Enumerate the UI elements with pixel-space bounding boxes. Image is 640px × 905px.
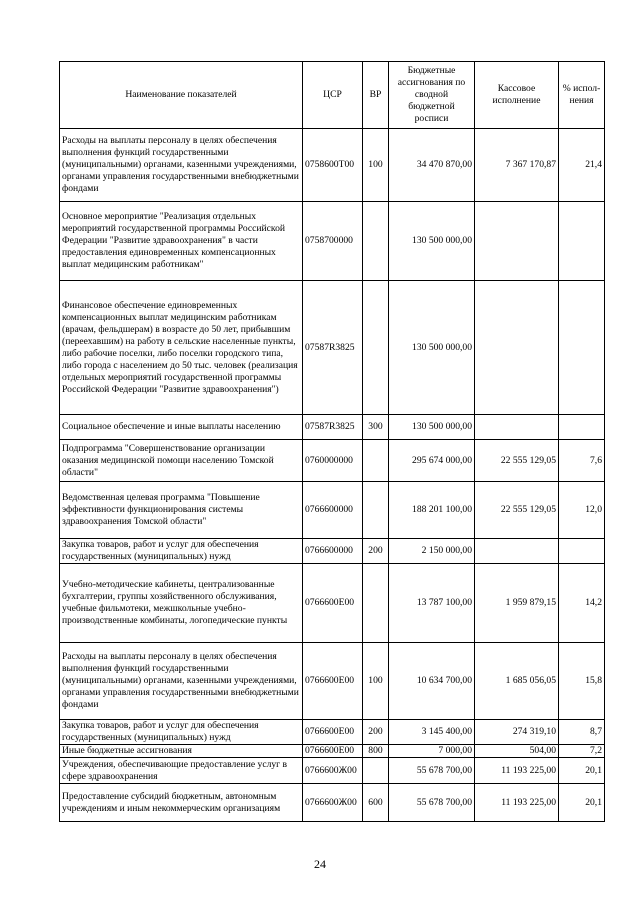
cell-csr: 0766600000 — [303, 482, 363, 539]
header-name: Наименование показателей — [60, 62, 303, 129]
cell-vr — [363, 281, 389, 415]
cell-csr: 0766600Е00 — [303, 564, 363, 643]
table-row — [60, 564, 605, 643]
header-vr: ВР — [363, 62, 389, 129]
cell-csr: 0766600000 — [303, 539, 363, 564]
cell-percent: 21,4 — [559, 129, 605, 202]
cell-cash: 22 555 129,05 — [475, 482, 559, 539]
cell-cash: 11 193 225,00 — [475, 758, 559, 784]
cell-csr: 0758600Т00 — [303, 129, 363, 202]
cell-name: Социальное обеспечение и иные выплаты населению — [60, 415, 303, 440]
cell-vr: 200 — [363, 539, 389, 564]
cell-percent: 20,1 — [559, 784, 605, 822]
cell-name: Предоставление субсидий бюджетным, автономным учреждениям и иным некоммерческим организациям — [60, 784, 303, 822]
table-row — [60, 745, 605, 758]
cell-budget: 3 145 400,00 — [389, 720, 475, 745]
cell-name: Закупка товаров, работ и услуг для обеспечения государственных (муниципальных) нужд — [60, 720, 303, 745]
cell-budget: 55 678 700,00 — [389, 758, 475, 784]
cell-vr — [363, 440, 389, 482]
cell-budget: 34 470 870,00 — [389, 129, 475, 202]
cell-cash: 274 319,10 — [475, 720, 559, 745]
table-row — [60, 758, 605, 784]
cell-name: Закупка товаров, работ и услуг для обеспечения государственных (муниципальных) нужд — [60, 539, 303, 564]
cell-vr — [363, 202, 389, 281]
cell-vr: 200 — [363, 720, 389, 745]
table-row — [60, 784, 605, 822]
cell-vr: 600 — [363, 784, 389, 822]
cell-budget: 295 674 000,00 — [389, 440, 475, 482]
cell-name: Учреждения, обеспечивающие предоставление услуг в сфере здравоохранения — [60, 758, 303, 784]
table-row — [60, 415, 605, 440]
cell-percent: 20,1 — [559, 758, 605, 784]
cell-name: Расходы на выплаты персоналу в целях обеспечения выполнения функций государственными (муниципальными) органами, казенными учреждениями, органами управления государственными внебюджетными фондами — [60, 643, 303, 720]
cell-percent: 8,7 — [559, 720, 605, 745]
cell-budget: 10 634 700,00 — [389, 643, 475, 720]
cell-budget: 55 678 700,00 — [389, 784, 475, 822]
cell-cash — [475, 539, 559, 564]
cell-name: Иные бюджетные ассигнования — [60, 745, 303, 758]
cell-cash: 11 193 225,00 — [475, 784, 559, 822]
cell-csr: 0766600Е00 — [303, 643, 363, 720]
cell-percent: 7,6 — [559, 440, 605, 482]
cell-percent: 12,0 — [559, 482, 605, 539]
cell-budget: 7 000,00 — [389, 745, 475, 758]
cell-budget: 13 787 100,00 — [389, 564, 475, 643]
cell-name: Финансовое обеспечение единовременных компенсационных выплат медицинским работникам (врачам, фельдшерам) в возрасте до 50 лет, прибывшим (переехавшим) на работу в сельские населенные пункты, либо рабочие поселки, либо поселки городского типа, либо города с населением до 50 тыс. человек (реализация отдельных мероприятий государственной программы Российской Федерации "Развитие здравоохранения") — [60, 281, 303, 415]
cell-name: Основное мероприятие "Реализация отдельных мероприятий государственной программы Российской Федерации "Развитие здравоохранения" в части предоставления единовременных компенсационных выплат медицинским работникам" — [60, 202, 303, 281]
cell-cash — [475, 202, 559, 281]
cell-cash — [475, 281, 559, 415]
cell-percent — [559, 281, 605, 415]
cell-name: Расходы на выплаты персоналу в целях обеспечения выполнения функций государственными (муниципальными) органами, казенными учреждениями, органами управления государственными внебюджетными фондами — [60, 129, 303, 202]
header-budget: Бюджетные ассигнования по сводной бюджетной росписи — [389, 62, 475, 129]
cell-vr: 800 — [363, 745, 389, 758]
cell-name: Ведомственная целевая программа "Повышение эффективности функционирования системы здравоохранения Томской области" — [60, 482, 303, 539]
cell-vr — [363, 482, 389, 539]
cell-percent: 14,2 — [559, 564, 605, 643]
cell-vr — [363, 758, 389, 784]
table-row — [60, 129, 605, 202]
cell-cash: 504,00 — [475, 745, 559, 758]
table-row — [60, 643, 605, 720]
cell-percent: 7,2 — [559, 745, 605, 758]
cell-vr — [363, 564, 389, 643]
cell-budget: 188 201 100,00 — [389, 482, 475, 539]
header-percent: % испол-нения — [559, 62, 605, 129]
cell-vr: 100 — [363, 643, 389, 720]
cell-vr: 100 — [363, 129, 389, 202]
cell-csr: 0758700000 — [303, 202, 363, 281]
table-row — [60, 440, 605, 482]
header-cash: Кассовое исполнение — [475, 62, 559, 129]
cell-cash: 1 685 056,05 — [475, 643, 559, 720]
cell-percent — [559, 415, 605, 440]
budget-execution-table — [59, 61, 605, 822]
cell-csr: 07587R3825 — [303, 281, 363, 415]
table-row — [60, 482, 605, 539]
cell-budget: 130 500 000,00 — [389, 202, 475, 281]
cell-vr: 300 — [363, 415, 389, 440]
cell-csr: 0766600Е00 — [303, 745, 363, 758]
cell-cash: 22 555 129,05 — [475, 440, 559, 482]
cell-budget: 2 150 000,00 — [389, 539, 475, 564]
cell-cash — [475, 415, 559, 440]
header-csr: ЦСР — [303, 62, 363, 129]
cell-csr: 0760000000 — [303, 440, 363, 482]
cell-csr: 07587R3825 — [303, 415, 363, 440]
table-row — [60, 202, 605, 281]
table-row — [60, 720, 605, 745]
cell-percent — [559, 202, 605, 281]
cell-csr: 0766600Е00 — [303, 720, 363, 745]
cell-csr: 0766600Ж00 — [303, 784, 363, 822]
cell-csr: 0766600Ж00 — [303, 758, 363, 784]
cell-budget: 130 500 000,00 — [389, 415, 475, 440]
cell-percent — [559, 539, 605, 564]
page-number: 24 — [314, 857, 326, 871]
cell-name: Подпрограмма "Совершенствование организации оказания медицинской помощи населению Томской области" — [60, 440, 303, 482]
table-row — [60, 281, 605, 415]
table-header-row — [60, 62, 605, 129]
cell-percent: 15,8 — [559, 643, 605, 720]
cell-budget: 130 500 000,00 — [389, 281, 475, 415]
cell-cash: 1 959 879,15 — [475, 564, 559, 643]
cell-name: Учебно-методические кабинеты, централизованные бухгалтерии, группы хозяйственного обслуживания, учебные фильмотеки, межшкольные учебно-производственные комбинаты, логопедические пункты — [60, 564, 303, 643]
cell-cash: 7 367 170,87 — [475, 129, 559, 202]
table-row — [60, 539, 605, 564]
